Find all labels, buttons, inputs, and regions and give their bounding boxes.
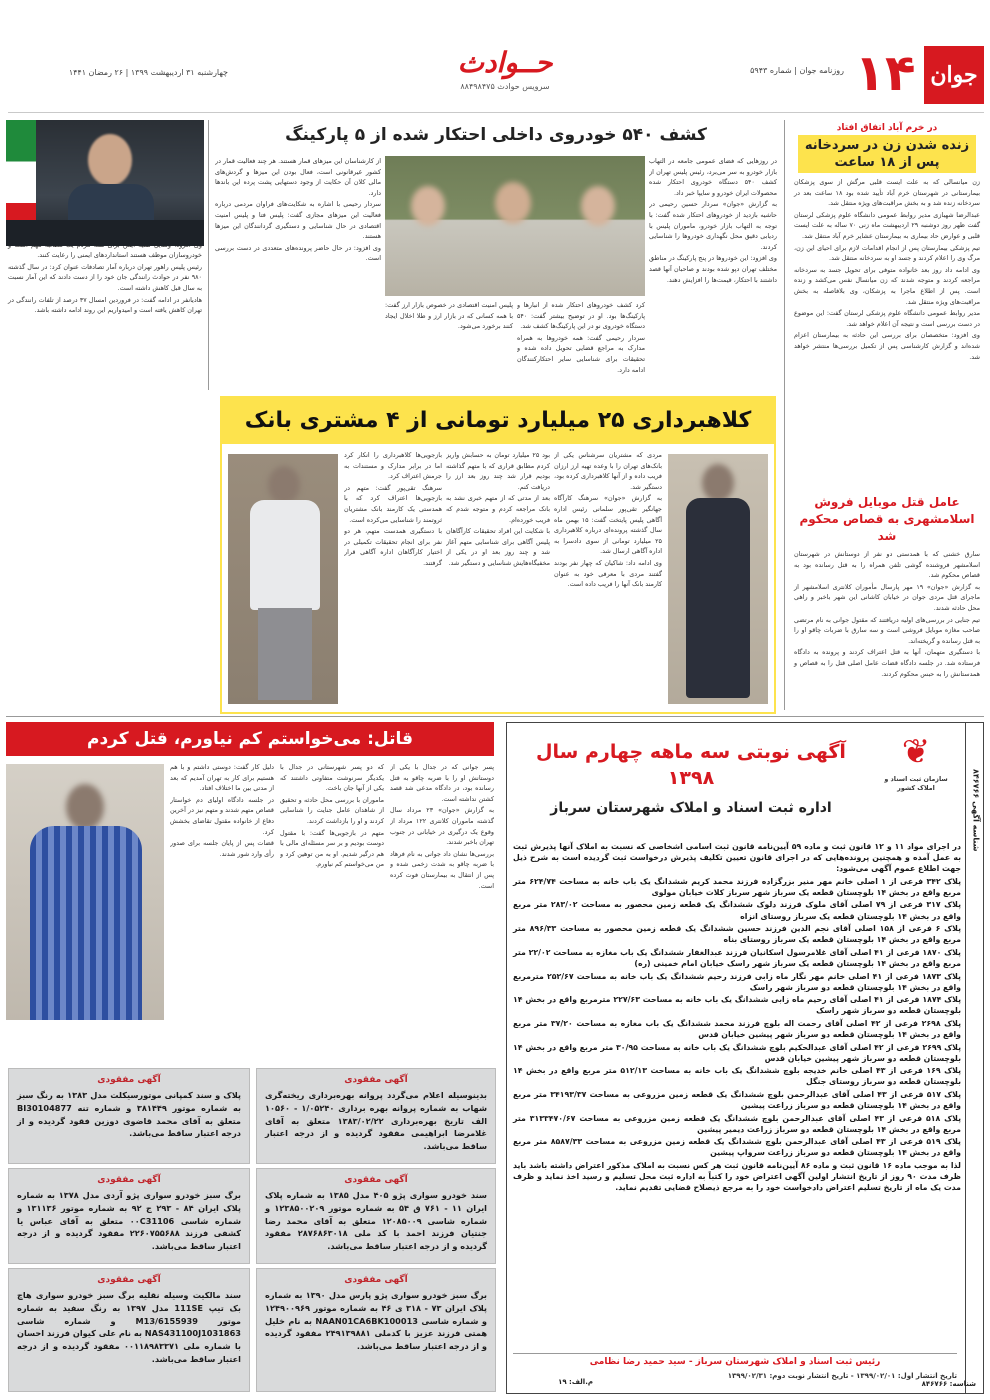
notice-dates: تاریخ انتشار اول: ۱۳۹۹/۰۲/۰۱ - تاریخ انتشار نوبت دوم: ۱۳۹۹/۰۲/۳۱ (727, 1372, 957, 1380)
notice-item: پلاک ۱۸۷۴ فرعی از ۴۱ اصلی آقای رحیم ماه زابی ششدانگ یک باب خانه به مساحت ۲۲۷/۶۳ مترمربع واقع در بخش ۱۴ بلوچستان قطعه دو سرباز شهر راسک (513, 995, 962, 1016)
paragraph: به گزارش «جوان» ۱۹ مهر پارسال مأموران کلانتری اسلامشهر از ماجرای قتل مردی جوان در خیابان کاشانی این شهر باخبر و راهی محل حادثه شدند. (794, 582, 980, 612)
paragraph: مدیر روابط عمومی دانشگاه علوم پزشکی لرستان گفت: این موضوع در دست بررسی است و نتیجه آن اعلام خواهد شد. (794, 309, 980, 328)
paragraph: سردار رحیمی گفت: همه خودروها به همراه مدارک به مراجع قضایی تحویل داده شده و تحقیقات برای شناسایی سایر احتکارکنندگان ادامه دارد. (517, 333, 645, 374)
paragraph: سارق خشنی که با همدستی دو نفر از دوستانش در شهرستان اسلامشهر فروشنده گوشی تلفن همراه را به قتل رسانده بود به قصاص محکوم شد. (794, 550, 980, 580)
paragraph: وی افزود: در حال حاضر پرونده‌های متعددی در دست بررسی است. (215, 243, 381, 263)
officer-figure (495, 182, 531, 224)
left-column-story (6, 120, 204, 714)
text-column (390, 762, 494, 1052)
paragraph: وی افزود: متخصصان برای بررسی این حادثه به بیمارستان اعزام شده‌اند و گزارش کارشناسی پس از تکمیل بررسی‌ها منتشر خواهد شد. (794, 331, 980, 361)
page-number: ۱۴ (854, 44, 916, 102)
press-photo (385, 156, 645, 296)
date-line: چهارشنبه ۳۱ اردیبهشت ۱۳۹۹ | ۲۶ رمضان ۱۴۴۱ (68, 68, 228, 77)
story-headline: عامل قتل موبایل فروش اسلامشهری به قصاص محکوم شد (799, 495, 975, 543)
text-column (649, 156, 777, 390)
paragraph: تیم پزشکی بیمارستان پس از انجام اقدامات لازم برای احیای این زن، مرگ وی را اعلام کردند و جسد او به سردخانه منتقل شد. (794, 243, 980, 263)
paragraph: عبدالرضا شهبازی مدیر روابط عمومی دانشگاه علوم پزشکی لرستان گفت ظهر روز دوشنبه ۲۹ اردیبهشت ماه زنی ۷۰ ساله به علت ایست قلبی و عوارض حاد بیماری به بیمارستان عشایر خرم آباد منتقل شد. (794, 210, 980, 240)
blurred-face (268, 466, 300, 504)
paragraph: تیم جنایی در بررسی‌های اولیه دریافتند که مقتول جوانی به نام مرتضی صاحب مغازه موبایل فروشی است و سه سارق با ضربات چاقو او را به قتل رسانده و گریخته‌اند. (794, 615, 980, 645)
story-headline: قاتل: می‌خواستم کم نیاورم، قتل کردم (6, 722, 494, 756)
notice-item: پلاک ۶ فرعی از ۱۵۸ اصلی آقای نجم الدین فرزند حسین ششدانگ یک قطعه زمین محصور به مساحت ۸۹۶/۳۳ متر مربع واقع در بخش ۱۴ بلوچستان قطعه یک سرباز روستای بناه (513, 924, 962, 945)
masthead (0, 42, 990, 110)
paragraph: متهم در بازجویی‌ها گفت: با مقتول دوست بودیم و بر سر مسئله‌ای مالی با هم درگیر شدیم. او به من توهین کرد و من می‌خواستم کم نیاورم. (280, 828, 384, 869)
notice-item: لذا به موجب ماده ۱۶ قانون ثبت و ماده ۸۶ آیین‌نامه قانون ثبت هر کس نسبت به املاک مذکور اعتراض داشته باشد باید ظرف مدت ۹۰ روز از تاریخ انتشار اولین آگهی اعتراض خود را کتباً به اداره ثبت محل تسلیم و رسید اخذ نماید و ظرف مدت یک ماه از تاریخ تسلیم اعتراض دادخواست خود را به مرجع ذیصلاح قضایی تقدیم نماید. (513, 1161, 961, 1193)
registry-notice (506, 722, 984, 1394)
paragraph: ماموران با بررسی محل حادثه و تحقیق از شاهدان عامل جنایت را شناسایی کردند و او را بازداشت کردند. (280, 795, 384, 825)
notice-item: پلاک ۳۴۲ فرعی از ۱ اصلی خانم مهر منیر بزرگزاده فرزند محمد کریم ششدانگ یک باب خانه به مساحت ۶۲۴/۷۴ متر مربع واقع در بخش ۱۴ بلوچستان قطعه یک سرباز شهر سرباز کلات خیابان مولوی (513, 876, 961, 897)
notice-item: پلاک ۲۶۹۹ فرعی از ۴۲ اصلی آقای عبدالحکیم بلوچ ششدانگ یک باب خانه به مساحت ۳۰/۹۵ متر مربع واقع در بخش ۱۴ بلوچستان قطعه دو سرباز شهر پیشین خیابان قدس (513, 1042, 961, 1063)
notice-side-number: شناسه آگهی ۸۴۶۷۶۶ (971, 768, 981, 851)
logo-block (924, 46, 984, 104)
paragraph: سرهنگ تقی‌پور گفت: متهم در بازجویی‌ها اعتراف کرد که با همدستی یک کارمند بانک مشتریان ثروتمند را شناسایی می‌کرده است. (344, 483, 442, 524)
issue-info: روزنامه جوان | شماره ۵۹۴۳ (750, 66, 844, 75)
notice-item: پلاک ۱۶۹ فرعی از ۴۳ اصلی خانم خدیجه بلوچ ششدانگ یک باب خانه به مساحت ۵۱۲/۱۳ متر مربع واقع در بخش ۱۴ بلوچستان قطعه دو سرباز روستای جنگل (513, 1066, 961, 1087)
blurred-face (66, 784, 104, 830)
iran-emblem-icon: ❦ (901, 732, 931, 772)
ad-title: آگهی مفقودی (97, 1275, 161, 1285)
fraud-story (220, 396, 776, 714)
text-column (215, 156, 381, 390)
speaker-figure (88, 134, 132, 186)
ad-body: برگ سبز خودرو سواری پژو پارس مدل ۱۳۹۰ به شماره پلاک ایران ۷۳ - ۳۱۸ ی ۴۶ به شماره موتور ۱۲۴۹۰۰۹۶۹ و شماره شاسی NAAN01CA6BK100013 به نام خلیل همتی فرزند عزیز با کدملی ۲۴۹۱۳۹۸۸۱ مفقود گردیده و از درجه اعتبار ساقط می‌باشد. (265, 1290, 487, 1352)
paragraph: بررسی‌ها نشان داد جوانی به نام فرهاد با ضربه چاقو به شدت زخمی شده و پس از انتقال به بیمارستان فوت کرده است. (390, 849, 494, 890)
paragraph: به گزارش «جوان» ۲۳ مرداد سال گذشته ماموران کلانتری ۱۲۲ مرداد از وقوع یک درگیری در خیابانی در جنوب تهران باخبر شدند. (390, 806, 494, 847)
suspect-body (250, 500, 320, 610)
text-column (170, 762, 274, 1052)
masthead-rule (8, 112, 984, 113)
notice-item: پلاک ۲۶۹۸ فرعی از ۴۲ اصلی آقای رحمت اله بلوچ فرزند محمد ششدانگ یک باب مغازه به مساحت ۳۷/۲۰ متر مربع واقع در بخش ۱۴ بلوچستان قطعه دو سرباز شهر پیشین خیابان قدس (513, 1018, 961, 1039)
suspect-photo (668, 454, 768, 704)
ad-body: بدینوسیله اعلام می‌گردد پروانه بهره‌برداری ریخته‌گری شهاب به شماره پروانه بهره برداری ۱/۰۵۲۴۰ - ۱۰۵۶۰ الف تاریخ بهره‌برداری ۱۳۸۳/۰۲/۲۲ متعلق به آقای غلامرضا ابراهیمی مفقود گردیده و از درجه اعتبار ساقط می‌باشد. (265, 1090, 487, 1152)
text-column (517, 300, 645, 390)
suspect-body (30, 826, 142, 1020)
text-column (344, 450, 442, 706)
paragraph: رئیس پلیس راهور تهران درباره آمار تصادفات عنوان کرد: در سال گذشته ۹۸۰ نفر در حوادث رانندگی جان خود را از دست دادند که این آمار نسبت به سال قبل کاهش داشته است. (8, 262, 202, 292)
paragraph: خودروسازان موظف هستند استانداردهای ایمنی را رعایت کنند. (37, 251, 202, 260)
notice-item: پلاک ۵۱۸ فرعی از ۴۳ اصلی آقای عبدالرحمن بلوچ ششدانگ یک قطعه زمین مزروعی به مساحت ۳۱۳۳۴۷۰/۶۷ متر مربع واقع در بخش ۱۴ بلوچستان قطعه دو سرباز زراعت دیمیر پیشین (513, 1113, 961, 1134)
paragraph: بود ۲۵ میلیارد تومان به حسابش واریز کردم مطابق قراری که با متهم گذاشته بودیم قرار شد چند روز بعد ارز را دریافت کنم. (446, 451, 550, 491)
notice-item: پلاک ۵۱۷ فرعی از ۴۳ اصلی آقای عبدالرحمن بلوچ ششدانگ یک قطعه زمین مزروعی به مساحت ۳۴۱۹۳/۳۷ متر مربع واقع در بخش ۱۴ بلوچستان قطعه دو سرباز زراعت پیشین (513, 1089, 961, 1111)
paragraph: سردار رحیمی با اشاره به شکایت‌های فراوان مردمی درباره فعالیت این میزهای مجازی گفت: پلیس فتا و پلیس امنیت اقتصادی در حال شناسایی و دستگیری گردانندگان این میزها هستند. (215, 200, 381, 241)
classified-ad (256, 1168, 496, 1264)
paragraph: با شکایت این افراد تحقیقات کارآگاهان پلیس آگاهی برای شناسایی متهم آغاز شد و چند روز بعد او در یکی از مخفیگاه‌هایش شناسایی و دستگیر شد. (446, 527, 550, 567)
classified-ad (8, 1168, 250, 1264)
classified-ad (8, 1268, 250, 1392)
suspect-legs (258, 608, 312, 700)
paragraph: در روزهایی که فضای عمومی جامعه در التهاب بازار خودرو به سر می‌برد، رئیس پلیس تهران از کشف ۵۴۰ دستگاه خودروی احتکار شده محصولات ایران خودرو و سایپا خبر داد. (649, 157, 777, 197)
ad-body: سند خودرو سواری پژو ۴۰۵ مدل ۱۳۸۵ به شماره پلاک ایران ۱۱ - ۷۶۱ ق ۵۴ به شماره موتور ۱۲۳۸۵۰۰۲۰۹ و شماره شاسی ۱۲۰۸۵۰۰۹ متعلق به آقای محمد رضا جنتیان فرزند احمد با کد ملی ۲۸۷۶۸۶۳۰۱۸ مفقود گردیده و از درجه اعتبار ساقط می‌باشد. (265, 1190, 487, 1252)
killer-story (6, 722, 494, 1060)
story-headline: کشف ۵۴۰ خودروی داخلی احتکار شده از ۵ پارکینگ (285, 125, 707, 145)
text-column (280, 762, 384, 1052)
paragraph: پسر جوانی که در جدال با یکی از دوستانش او را با ضربه چاقو به قتل رسانده بود، در دادگاه مدعی شد قصد کشتن نداشته است. (390, 763, 494, 803)
story-body (790, 177, 984, 362)
story-kicker: در خرم آباد اتفاق افتاد (836, 123, 938, 133)
section-subtitle: سرویس حوادث ۸۸۴۹۸۴۷۵ (460, 82, 550, 91)
notice-item: پلاک ۱۸۷۳ فرعی از ۴۱ اصلی خانم مهر نگار ماه زابی فرزند رحیم ششدانگ یک باب خانه به مساحت ۲۵۲/۶۷ مترمربع واقع در بخش ۱۴ بلوچستان قطعه دو سرباز شهر راسک (513, 971, 961, 992)
classified-ad (8, 1068, 250, 1164)
ad-title: آگهی مفقودی (344, 1175, 408, 1185)
emblem-block (875, 729, 957, 837)
ad-body: برگ سبز خودرو سواری پژو آردی مدل ۱۳۷۸ به شماره پلاک ایران ۸۴ - ۲۹۳ ج ۹۲ به شماره موتور ۱۳۱۱۳۶ و شماره شاسی ۰۰C31106 متعلق به آقای عباس یا کشفی فرزند ۲۲۶۰۷۵۵۶۸۸ مفقود گردیده و از درجه اعتبار ساقط می‌باشد. (17, 1190, 242, 1252)
text-column (446, 450, 550, 706)
paragraph: که دو پسر شهرستانی در جدال با یکدیگر سرنوشت متفاوتی داشتند که یکی از آنها جان باخت. (280, 763, 384, 793)
emblem-caption: سازمان ثبت اسناد و املاک کشور (884, 775, 948, 792)
officer-figure (581, 186, 615, 226)
officer-figure (411, 186, 445, 226)
paragraph: با دستگیری متهمان، آنها به قتل اعتراف کردند و پرونده به دادگاه فرستاده شد. در جلسه دادگاه قضات عامل اصلی قتل را به قصاص و همدستانش را به حبس محکوم کردند. (794, 648, 980, 678)
story-body (790, 549, 984, 679)
paragraph: دلیل کار گفت: دوستی داشتم و با هم هستیم برای کار به تهران آمدیم که بعد از مدتی بین ما اختلاف افتاد. (170, 763, 274, 793)
blurred-face (702, 464, 734, 502)
story-headline: زنده شدن زن در سردخانه پس از ۱۸ ساعت (798, 135, 976, 173)
ad-title: آگهی مفقودی (344, 1075, 408, 1085)
paragraph: وی ادامه داد روز بعد خانواده متوفی برای تحویل جسد به سردخانه مراجعه کردند و متوجه شدند که زن میانسال نفس می‌کشد و زنده است. پس از اطلاع ماجرا به پزشکان، وی بلافاصله به بخش مراقبت‌های ویژه منتقل شد. (794, 265, 980, 306)
paragraph: در جلسه دادگاه اولیای دم خواستار قصاص متهم شدند و متهم نیز در آخرین دفاع از خانواده مقتول تقاضای بخشش کرد. (170, 795, 274, 836)
ad-title: آگهی مفقودی (97, 1075, 161, 1085)
notice-item: در اجرای مواد ۱۱ و ۱۲ قانون ثبت و ماده ۵۹ آیین‌نامه قانون ثبت اسامی اشخاصی که نسبت به املاک آنها پذیرش ثبت به عمل آمده و همچنین پرونده‌هایی که در اجرای قانون تعیین تکلیف پذیرش درخواست ثبت گردیده است به شرح ذیل جهت اطلاع عموم آگهی می‌شود: (513, 842, 961, 874)
classified-ad (256, 1268, 496, 1392)
paragraph: قضات پس از پایان جلسه برای صدور رأی وارد شور شدند. (170, 839, 274, 858)
paragraph: مردی که مشتریان سرشناس یکی از بانک‌های تهران را با وعده تهیه ارز ارزان فریب داده و از آنها کلاهبرداری کرده بود، دستگیر شد. (554, 451, 662, 491)
ad-title: آگهی مفقودی (344, 1275, 408, 1285)
ad-body: پلاک و سند کمپانی موتورسیکلت مدل ۱۳۸۳ به رنگ سبز به شماره موتور ۳۸۱۴۴۹ و شماره تنه BI30104877 متعلق به آقای محمد قاضوی دوزین فقود گردیده و از درجه اعتبار ساقط می‌باشد. (17, 1090, 241, 1139)
paragraph: کرد کشف خودروهای احتکار شده از انبارها و پارکینگ‌ها بود. او در توضیح بیشتر گفت: ۵۴۰ دستگاه خودروی نو در این پارکینگ‌ها کشف شد. (517, 301, 645, 331)
story-headline: کلاهبرداری ۲۵ میلیارد تومانی از ۴ مشتری بانک (222, 398, 774, 444)
paragraph: وی ادامه داد: شاکیان که چهار نفر بودند گفتند مردی با معرفی خود به عنوان کارمند بانک آنها را فریب داده است. (554, 558, 662, 589)
logo: جوان (930, 62, 978, 88)
right-story-2 (790, 490, 984, 712)
notice-side-strip (965, 723, 983, 1393)
paragraph: به گزارش «جوان» سردار حسین رحیمی در حاشیه بازدید از خودروهای احتکار شده گفت: با توجه به التهاب بازار خودرو، ماموران پلیس با ردیابی دقیق محل نگهداری خودروها را شناسایی کردند. (649, 200, 777, 251)
paragraph: بعد از مدتی که از متهم خبری نشد به بانک مراجعه کردم و متوجه شدم که فریب خورده‌ام. (446, 494, 550, 524)
notice-signature: رئیس ثبت اسناد و املاک شهرستان سرباز - سید حمید رضا نظامی (589, 1357, 881, 1367)
notice-item: پلاک ۱۸۷۰ فرعی از ۴۱ اصلی آقای غلامرسول اسکانیان فرزند عبدالغفار ششدانگ یک باب مغازه به مساحت ۲۲/۰۲ متر مربع واقع در بخش ۱۴ بلوچستان قطعه یک سرباز شهر راسک خیابان امام خمینی (ره) (513, 947, 961, 968)
text-column (385, 300, 513, 390)
notice-subtitle: اداره ثبت اسناد و املاک شهرستان سرباز (550, 800, 832, 816)
ad-title: آگهی مفقودی (97, 1175, 161, 1185)
text-column (554, 450, 662, 706)
notice-title: آگهی نوبتی سه ماهه چهارم سال ۱۳۹۸ (536, 741, 846, 789)
suspect-body (686, 498, 750, 698)
notice-code: م.الف: ۱۹ (558, 1378, 593, 1386)
section-rule (6, 716, 984, 717)
notice-item: پلاک ۵۱۹ فرعی از ۴۳ اصلی آقای عبدالرحمن بلوچ ششدانگ یک قطعه زمین مزروعی به مساحت ۸۵۸۷/۳۳ متر مربع واقع در بخش ۱۴ بلوچستان قطعه دو سرباز زراعت سرواپ پیشین (513, 1137, 961, 1158)
parking-story (215, 120, 777, 390)
paragraph: به گزارش «جوان» سرهنگ کارآگاه جهانگیر تقی‌پور سلمانی رئیس اداره آگاهی پلیس پایتخت گفت: ۱۵ بهمن ماه سال گذشته پرونده‌ای درباره کلاهبرداری ۲۵ میلیارد تومانی از سوی دادسرا به اداره آگاهی ارسال شد. (554, 494, 662, 556)
suspect-photo (6, 764, 164, 1020)
notice-item: پلاک ۳۱۷ فرعی از ۷۹ اصلی آقای ملوک فرزند دلوک ششدانگ یک قطعه زمین محصور به مساحت ۲۸۳/۰۲ متر مربع واقع در بخش ۱۴ بلوچستان قطعه یک سرباز روستای انزاه (513, 900, 961, 921)
speaker-photo (6, 120, 204, 246)
right-story (790, 120, 984, 480)
column-divider (208, 120, 209, 390)
suspect-photo (228, 454, 338, 704)
paragraph: از کارشناسان این میزهای قمار هستند. هر چند فعالیت قمار در کشور غیرقانونی است، فعال بودن این میزها و گردش‌های مالی کلان آن حکایت از وجود دستهایی پشت پرده این باندها دارد. (215, 157, 381, 197)
paragraph: بازجویی‌ها کلاهبرداری را انکار کرد اما در برابر مدارک و مستندات به جرمش اعتراف کرد. (344, 451, 442, 481)
section-title: حــوادث (457, 46, 553, 79)
ad-body: سند مالکیت وسیله نقلیه برگ سبز خودرو سواری هاچ بک تیپ 111SE مدل ۱۳۹۷ به رنگ سفید به شماره موتور M13/6155939 و شماره شاسی NAS431100J1031863 به نام علی کیوان فرزند احسان با شماره ملی ۰۰۱۱۸۹۸۳۳۷۱ مفقود گردیده و از درجه اعتبار ساقط می‌باشد. (17, 1290, 241, 1364)
paragraph: زن میانسالی که به علت ایست قلبی مرگش از سوی پزشکان بیمارستانی در شهرستان خرم آباد تأیید شده بود ۱۸ ساعت بعد در سردخانه زنده شد و به بخش مراقبت‌های ویژه منتقل شد. (794, 178, 980, 208)
classified-ad (256, 1068, 496, 1164)
paragraph: هادیانفر در ادامه گفت: در فروردین امسال ۳۷ درصد از تلفات رانندگی در تهران کاهش یافته است و امیدواریم این روند ادامه داشته باشد. (8, 295, 202, 315)
paragraph: پلیس امنیت اقتصادی در خصوص بازار ارز گفت: با همه کسانی که در بازار ارز و طلا اخلال ایجاد کنند برخورد می‌شود. (385, 301, 513, 331)
notice-id: شناسه: ۸۴۶۷۶۶ (921, 1380, 976, 1388)
desk (6, 220, 204, 246)
paragraph: با دستگیری همدست متهم، هر دو نفر برای انجام تحقیقات تکمیلی در اختیار کارآگاهان اداره آگاهی قرار گرفتند. (344, 527, 442, 567)
paragraph: وی افزود: این خودروها در پنج پارکینگ در مناطق مختلف تهران دپو شده بودند و صاحبان آنها قصد داشتند با احتکار، قیمت‌ها را افزایش دهند. (649, 254, 777, 284)
column-divider (784, 120, 785, 710)
